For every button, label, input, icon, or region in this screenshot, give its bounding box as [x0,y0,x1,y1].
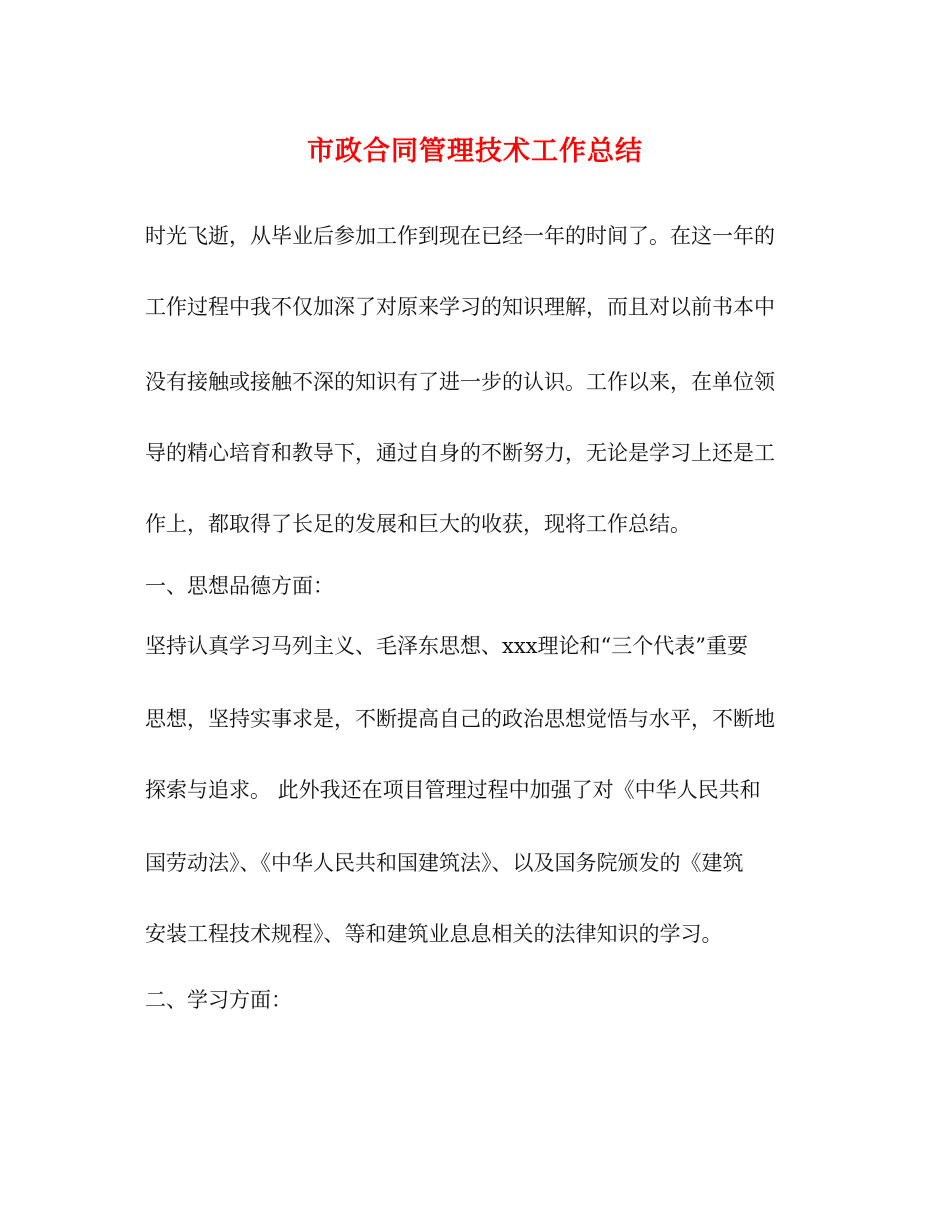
paragraph-line-10: 安装工程技术规程》、等和建筑业息息相关的法律知识的学习。 [145,922,723,946]
paragraph-line-2: 工作过程中我不仅加深了对原来学习的知识理解，而且对以前书本中 [145,295,775,319]
paragraph-line-5: 作上，都取得了长足的发展和巨大的收获，现将工作总结。 [145,512,691,536]
paragraph-line-4: 导的精心培育和教导下，通过自身的不断努力，无论是学习上还是工 [145,441,775,465]
paragraph-line-8: 探索与追求。 此外我还在项目管理过程中加强了对《中华人民共和 [145,778,761,802]
paragraph-line-1: 时光飞逝，从毕业后参加工作到现在已经一年的时间了。在这一年的 [145,224,775,248]
paragraph-line-7: 思想，坚持实事求是，不断提高自己的政治思想觉悟与水平，不断地 [145,707,775,731]
paragraph-line-9: 国劳动法》、《中华人民共和国建筑法》、以及国务院颁发的《建筑 [145,851,744,875]
paragraph-line-3: 没有接触或接触不深的知识有了进一步的认识。工作以来，在单位领 [145,370,775,394]
section-heading-2: 二、学习方面： [145,988,292,1012]
section-heading-1: 一、思想品德方面： [145,574,334,598]
paragraph-line-6: 坚持认真学习马列主义、毛泽东思想、xxx理论和“三个代表”重要 [145,634,748,658]
document-title: 市政合同管理技术工作总结 [307,136,643,167]
